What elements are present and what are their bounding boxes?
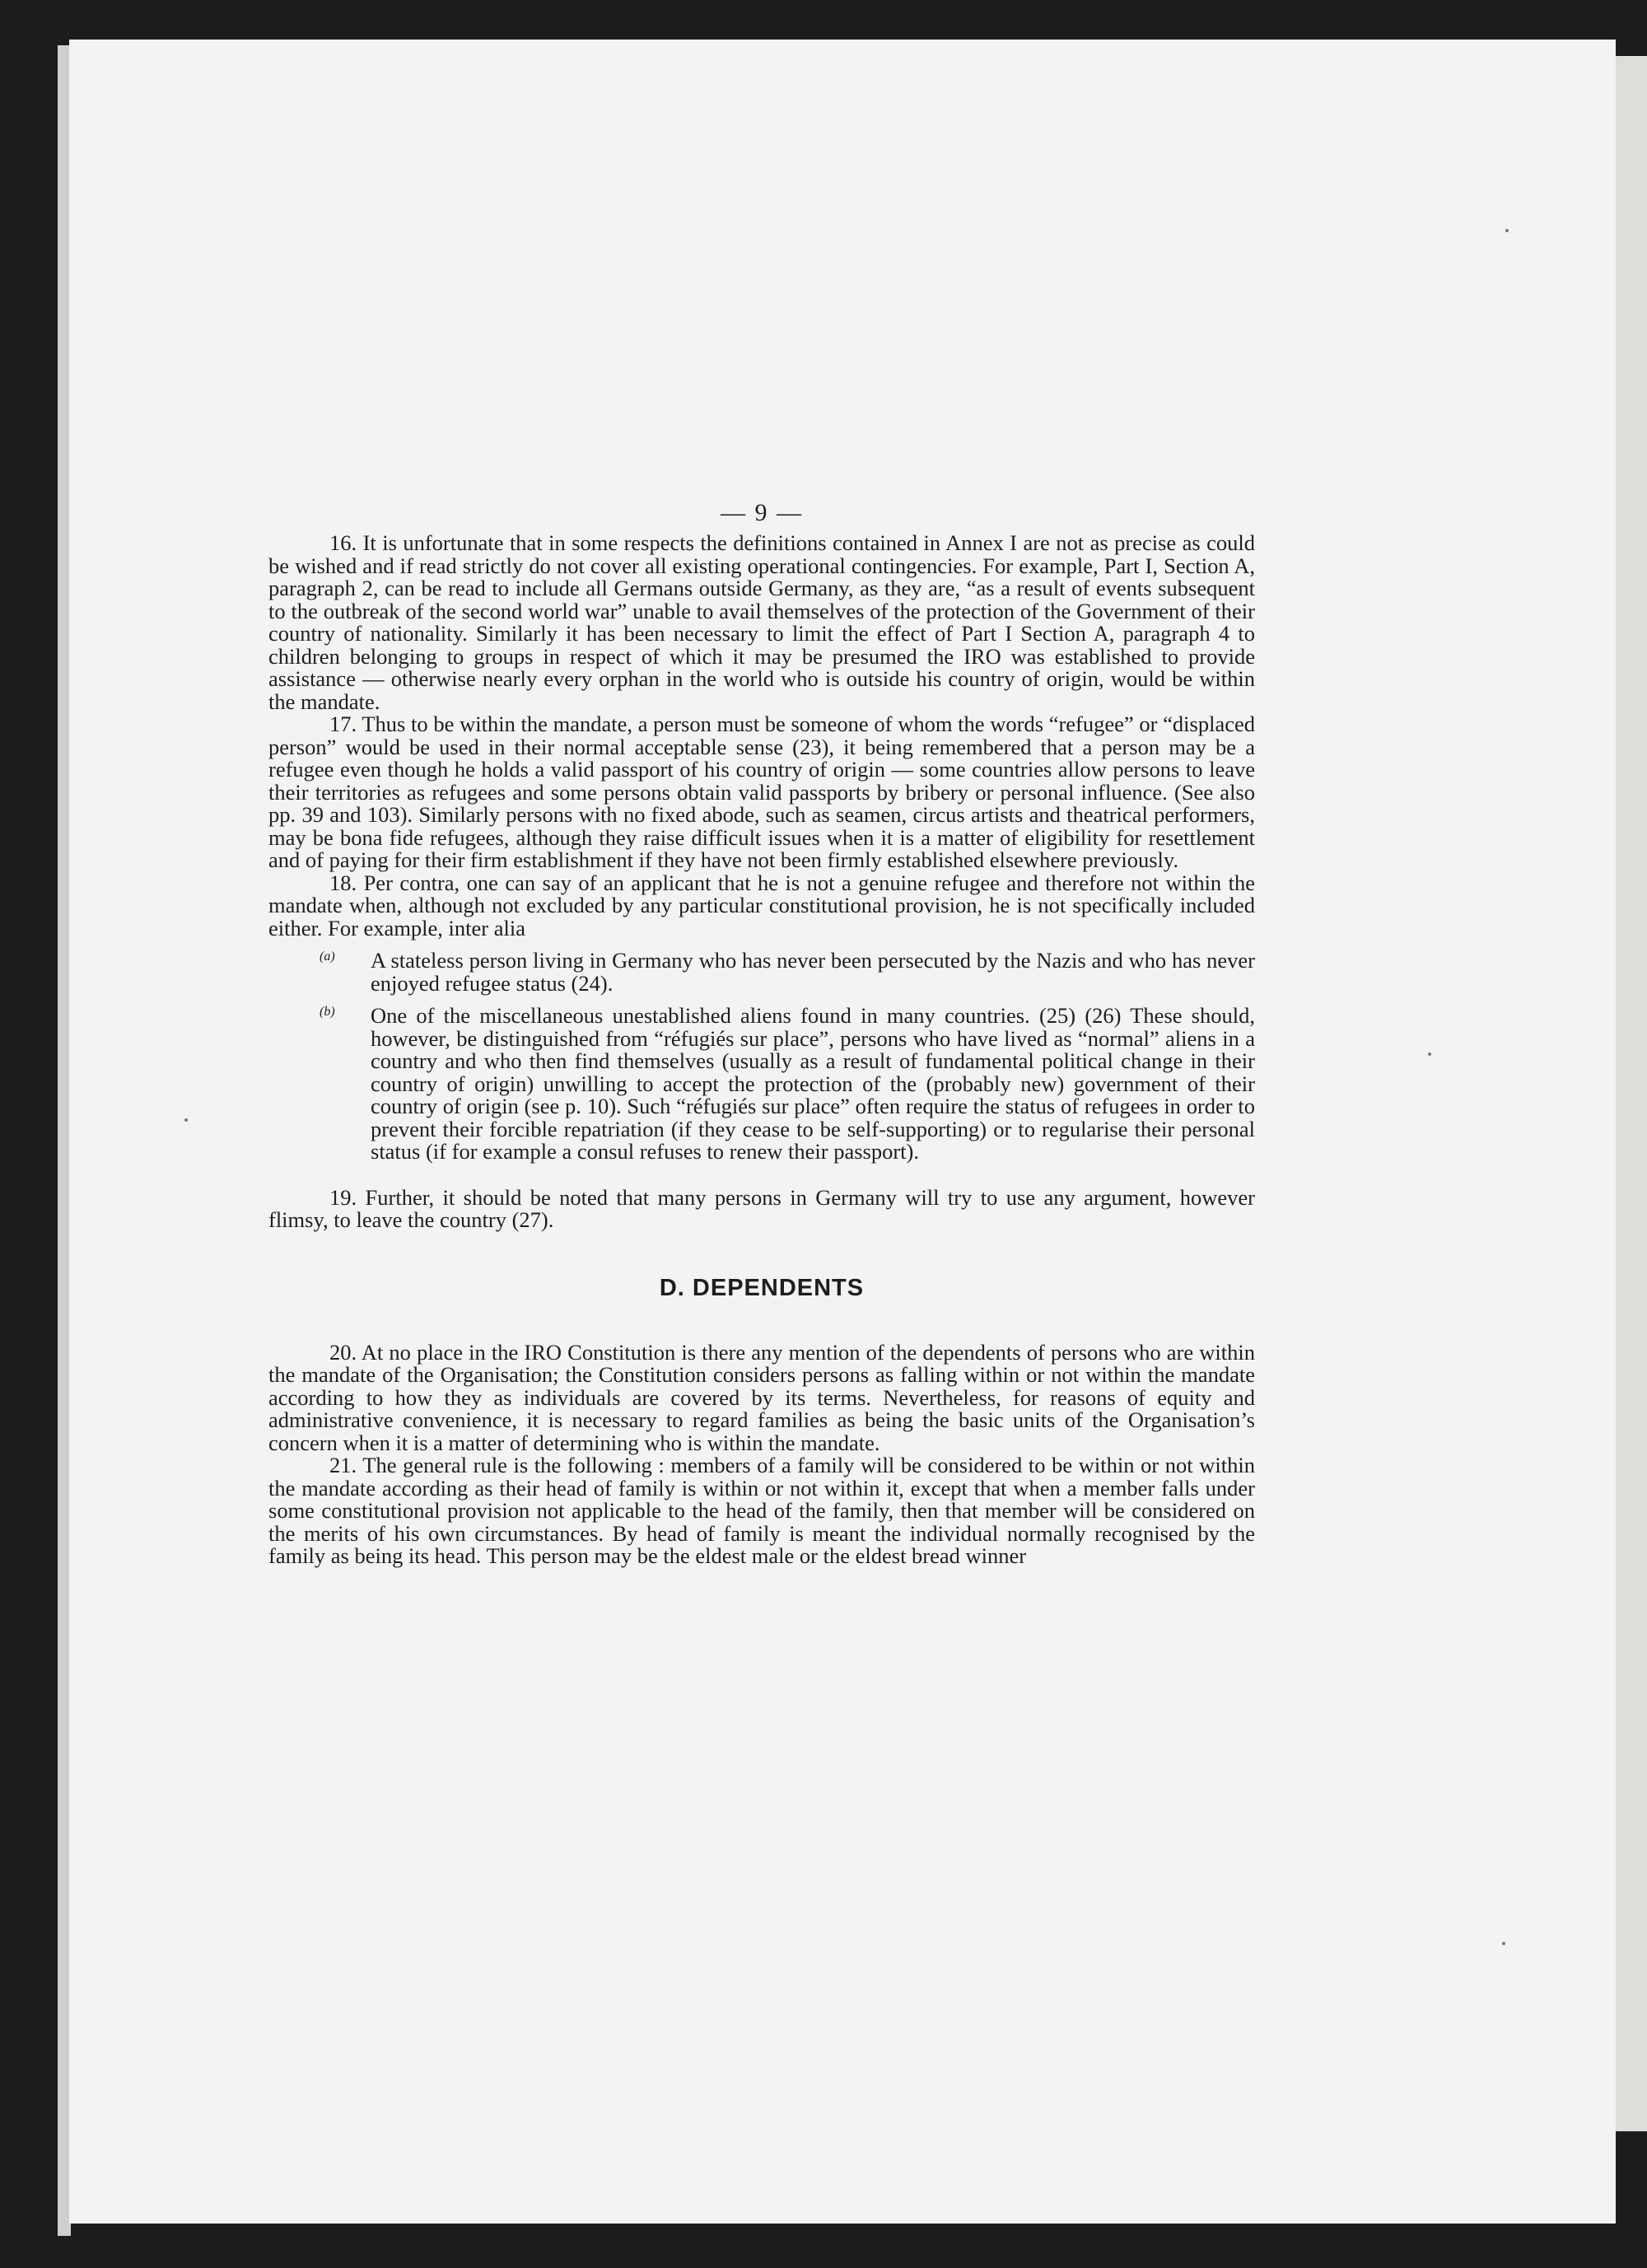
section-heading: D. DEPENDENTS <box>659 1274 865 1301</box>
paragraph-20: 20. At no place in the IRO Constitution is there any mention of the dependents of persons who are within the mandate of the Organisation; the Constitution considers persons as falling within or not within the mandate according to how they as individuals are covered by its terms. Nevertheless, for reasons of equity and administrative convenience, it is necessary to regard families as being the basic units of the Organisation’s concern when it is a matter of determining who is within the mandate. <box>268 1339 1255 1455</box>
page-speck <box>184 1118 188 1122</box>
list-item-text: A stateless person living in Germany who has never been persecuted by the Nazis and who has never enjoyed refugee status (24). <box>371 948 1255 996</box>
paragraph-17: 17. Thus to be within the mandate, a person must be someone of whom the words “refugee” or “displaced person” would be used in their normal acceptable sense (23), it being remembered that a person may be a refugee even though he holds a valid passport of his country of origin — some countries allow persons to leave their territories as refugees and some persons obtain valid passports by bribery or personal influence. (See also pp. 39 and 103). Similarly persons with no fixed abode, such as seamen, circus artists and theatrical performers, may be bona fide refugees, although they raise difficult issues when it is a matter of eligibility for resettlement and of paying for their firm establishment if they have not been firmly established elsewhere previously. <box>268 712 1255 872</box>
page-speck <box>1428 1052 1431 1056</box>
list-item-label: (a) <box>320 950 335 964</box>
paragraph-19: 19. Further, it should be noted that many persons in Germany will try to use any argument, however flimsy, to leave the country (27). <box>268 1184 1255 1232</box>
list-item-text: One of the miscellaneous unestablished aliens found in many countries. (25) (26) These should, however, be distinguished from “réfugiés sur place”, persons who have lived as “normal” aliens in a country and who then find themselves (usually as a result of fundamental political change in their country of origin) unwilling to accept the protection of the (probably new) government of their country of origin (see p. 10). Such “réfugiés sur place” often require the status of refugees in order to prevent their forcible repatriation (if they cease to be self-supporting) or to regularise their personal status (if for example a consul refuses to renew their passport). <box>371 1003 1255 1164</box>
page-content <box>268 499 1255 1568</box>
paragraph-16: 16. It is unfortunate that in some respects the definitions contained in Annex I are not as precise as could be wished and if read strictly do not cover all existing operational contingencies. For example, Part I, Section A, paragraph 2, can be read to include all Germans outside Germany, as they are, “as a result of events subsequent to the outbreak of the second world war” unable to avail themselves of the protection of the Government of their country of nationality. Similarly it has been necessary to limit the effect of Part I Section A, paragraph 4 to children belonging to groups in respect of which it may be presumed the IRO was established to provide assistance — otherwise nearly every orphan in the world who is outside his country of origin, would be within the mandate. <box>268 530 1255 714</box>
page-speck <box>1505 229 1509 232</box>
paragraph-18: 18. Per contra, one can say of an applicant that he is not a genuine refugee and therefore not within the mandate when, although not excluded by any particular constitutional provision, he is not specifically included either. For example, inter alia <box>268 870 1255 940</box>
list-item-b <box>268 1005 1255 1164</box>
list-item-label: (b) <box>320 1005 335 1019</box>
page-speck <box>1502 1942 1505 1945</box>
page-number: — 9 — <box>721 499 803 526</box>
list-item-a <box>268 950 1255 995</box>
paragraph-21: 21. The general rule is the following : members of a family will be considered to be within or not within the mandate according as their head of family is within or not within it, except that when a member falls under some constitutional provision not applicable to the head of the family, then that member will be considered on the merits of his own circumstances. By head of family is meant the individual normally recognised by the family as being its head. This person may be the eldest male or the eldest bread winner <box>268 1453 1255 1568</box>
